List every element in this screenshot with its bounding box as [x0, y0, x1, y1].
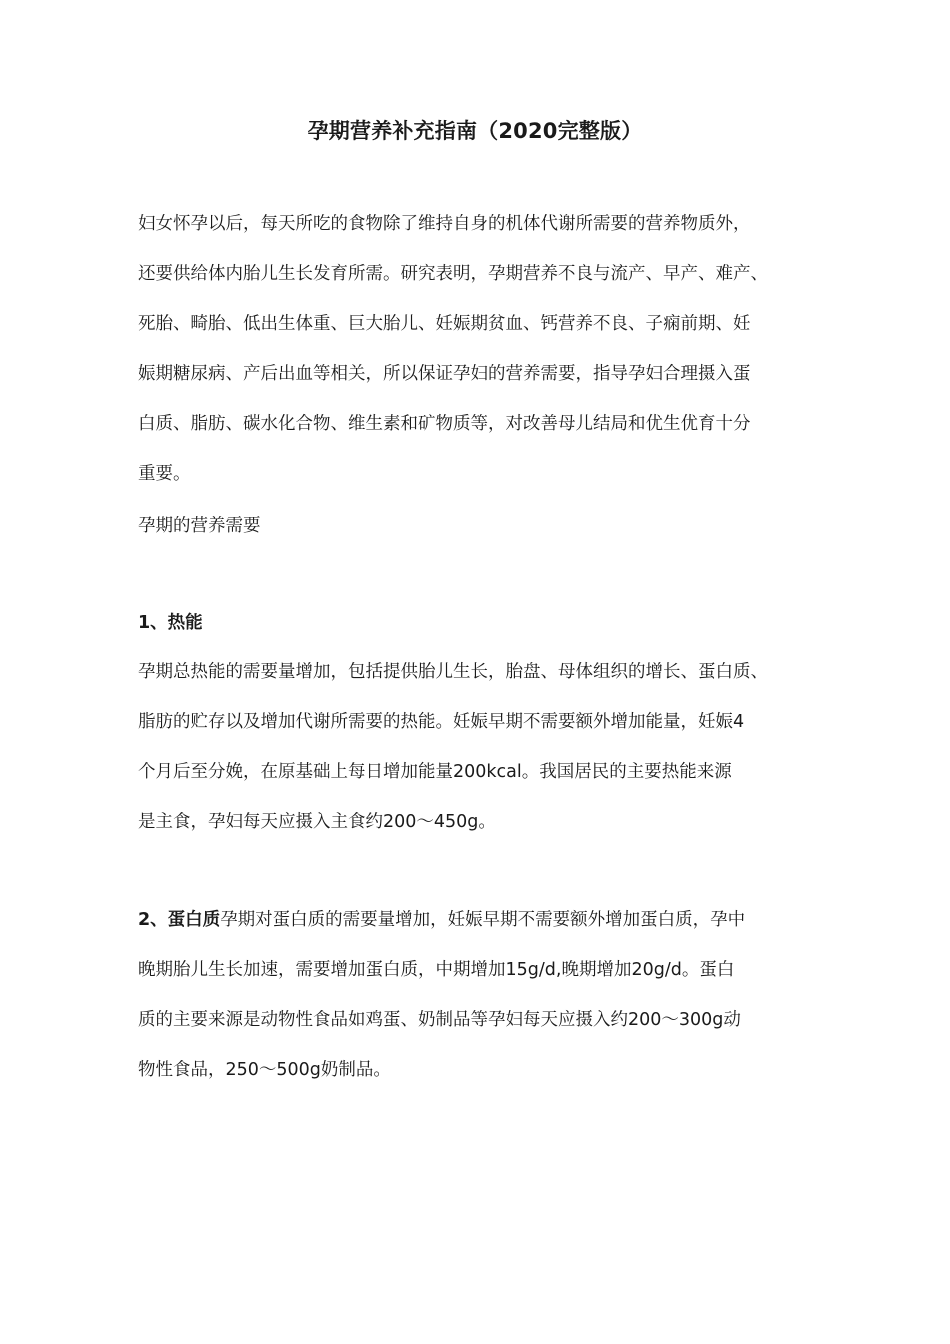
- protein-line: 物性食品，250〜500g奶制品。: [138, 1060, 391, 1080]
- intro-paragraph: [138, 199, 828, 499]
- protein-paragraph: [138, 895, 828, 1095]
- protein-line: 晚期胎儿生长加速，需要增加蛋白质，中期增加15g/d,晚期增加20g/d。蛋白: [138, 960, 735, 980]
- energy-heading-text: 1、热能: [138, 613, 203, 633]
- intro-line: 死胎、畸胎、低出生体重、巨大胎儿、妊娠期贫血、钙营养不良、子痫前期、妊: [138, 314, 751, 334]
- protein-heading: 2、蛋白质: [138, 910, 221, 930]
- document-title: 孕期营养补充指南（2020完整版）: [307, 119, 643, 143]
- protein-line: 质的主要来源是动物性食品如鸡蛋、奶制品等孕妇每天应摄入约200〜300g动: [138, 1010, 741, 1030]
- energy-line: 脂肪的贮存以及增加代谢所需要的热能。妊娠早期不需要额外增加能量，妊娠4: [138, 712, 745, 732]
- energy-line: 孕期总热能的需要量增加，包括提供胎儿生长，胎盘、母体组织的增长、蛋白质、: [138, 662, 768, 682]
- intro-line: 白质、脂肪、碳水化合物、维生素和矿物质等，对改善母儿结局和优生优育十分: [138, 414, 751, 434]
- intro-line: 娠期糖尿病、产后出血等相关，所以保证孕妇的营养需要，指导孕妇合理摄入蛋: [138, 364, 751, 384]
- section-heading: [138, 501, 828, 551]
- intro-line: 妇女怀孕以后，每天所吃的食物除了维持自身的机体代谢所需要的营养物质外，: [138, 214, 751, 234]
- energy-line: 是主食，孕妇每天应摄入主食约200〜450g。: [138, 812, 496, 832]
- intro-line: 重要。: [138, 464, 191, 484]
- intro-line: 还要供给体内胎儿生长发育所需。研究表明，孕期营养不良与流产、早产、难产、: [138, 264, 768, 284]
- energy-heading: [138, 598, 828, 648]
- protein-first-line: [138, 895, 828, 945]
- energy-paragraph: [138, 647, 828, 847]
- energy-line: 个月后至分娩，在原基础上每日增加能量200kcal。我国居民的主要热能来源: [138, 762, 732, 782]
- protein-line: 孕期对蛋白质的需要量增加，妊娠早期不需要额外增加蛋白质，孕中: [220, 910, 746, 930]
- section-heading-text: 孕期的营养需要: [138, 516, 261, 536]
